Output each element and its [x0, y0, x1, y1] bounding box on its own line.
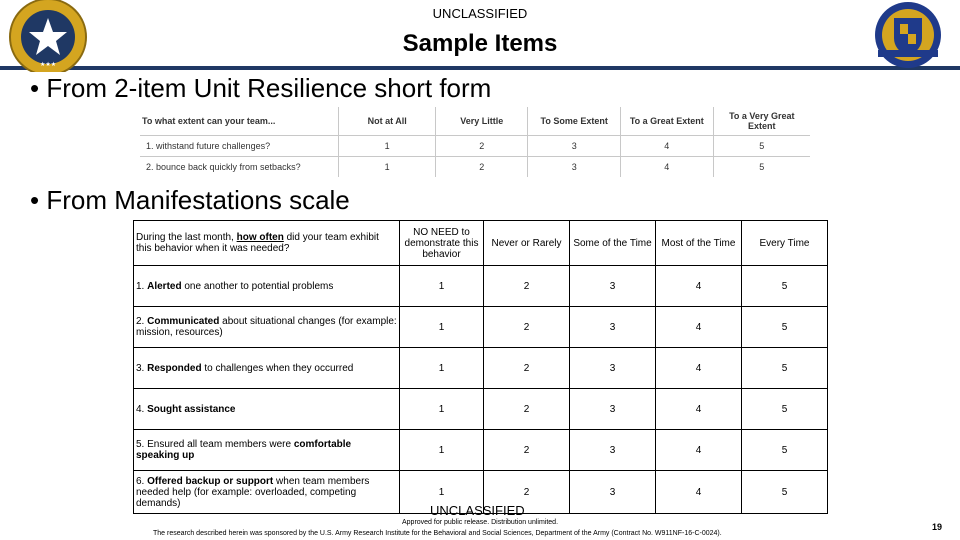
- column-header: To Some Extent: [528, 107, 621, 136]
- scale-value: 3: [570, 348, 656, 389]
- table-row: [134, 307, 828, 348]
- scale-value: 4: [621, 136, 714, 157]
- scale-value: 3: [570, 307, 656, 348]
- item-text: 4. Sought assistance: [134, 389, 400, 430]
- table-row: [134, 430, 828, 471]
- scale-value: 5: [742, 266, 828, 307]
- scale-value: 3: [570, 389, 656, 430]
- scale-value: 1: [400, 389, 484, 430]
- column-header: To what extent can your team...: [140, 107, 339, 136]
- scale-value: 1: [400, 430, 484, 471]
- table-header-row: [140, 107, 810, 136]
- item-text: 2. Communicated about situational changes (for example: mission, resources): [134, 307, 400, 348]
- scale-value: 1: [400, 348, 484, 389]
- scale-value: 5: [742, 389, 828, 430]
- scale-value: 5: [742, 471, 828, 514]
- bullet-unit-resilience: • From 2-item Unit Resilience short form: [30, 73, 492, 103]
- scale-value: 5: [742, 307, 828, 348]
- scale-value: 2: [484, 430, 570, 471]
- scale-value: 1: [339, 157, 436, 178]
- item-text: 6. Offered backup or support when team members needed help (for example: overloaded, competing demands): [134, 471, 400, 514]
- scale-value: 2: [436, 136, 528, 157]
- scale-value: 2: [484, 348, 570, 389]
- scale-value: 4: [656, 307, 742, 348]
- scale-value: 4: [656, 471, 742, 514]
- item-text: 3. Responded to challenges when they occurred: [134, 348, 400, 389]
- column-header: To a Great Extent: [621, 107, 714, 136]
- scale-value: 2: [484, 307, 570, 348]
- column-header: Not at All: [339, 107, 436, 136]
- scale-value: 4: [656, 389, 742, 430]
- header-rule: [0, 66, 960, 70]
- classification-banner-top: UNCLASSIFIED: [432, 6, 528, 21]
- item-text: 1. withstand future challenges?: [140, 136, 339, 157]
- scale-value: 3: [570, 430, 656, 471]
- scale-value: 5: [713, 136, 810, 157]
- column-header: Some of the Time: [570, 221, 656, 266]
- scale-value: 5: [742, 430, 828, 471]
- table-row: [140, 136, 810, 157]
- scale-value: 3: [528, 157, 621, 178]
- column-header: Very Little: [436, 107, 528, 136]
- scale-value: 1: [339, 136, 436, 157]
- classification-banner-bottom: UNCLASSIFIED: [430, 503, 525, 518]
- scale-value: 2: [484, 389, 570, 430]
- scale-value: 1: [400, 307, 484, 348]
- svg-text:★★★: ★★★: [40, 61, 57, 68]
- slide-title: Sample Items: [402, 30, 558, 57]
- item-text: 2. bounce back quickly from setbacks?: [140, 157, 339, 178]
- bullet-manifestations: • From Manifestations scale: [30, 185, 350, 215]
- table-header-row: [134, 221, 828, 266]
- ari-crest-logo: [860, 2, 960, 68]
- question-header: During the last month, how often did your team exhibit this behavior when it was needed?: [134, 221, 400, 266]
- unit-resilience-table: [140, 107, 810, 177]
- scale-value: 3: [528, 136, 621, 157]
- scale-value: 3: [570, 471, 656, 514]
- scale-value: 2: [436, 157, 528, 178]
- scale-value: 3: [570, 266, 656, 307]
- table-row: [134, 389, 828, 430]
- column-header: Every Time: [742, 221, 828, 266]
- column-header: NO NEED to demonstrate this behavior: [400, 221, 484, 266]
- table-row: [134, 348, 828, 389]
- dcs-g1-seal-logo: [0, 0, 92, 72]
- scale-value: 4: [656, 430, 742, 471]
- table-row: [140, 157, 810, 178]
- column-header: Most of the Time: [656, 221, 742, 266]
- scale-value: 4: [656, 266, 742, 307]
- scale-value: 2: [484, 266, 570, 307]
- table-row: [134, 266, 828, 307]
- item-text: 5. Ensured all team members were comfortable speaking up: [134, 430, 400, 471]
- scale-value: 5: [713, 157, 810, 178]
- column-header: Never or Rarely: [484, 221, 570, 266]
- manifestations-table: [133, 220, 828, 514]
- how-often-emphasis: how often: [236, 232, 284, 243]
- sponsor-statement: The research described herein was sponsored by the U.S. Army Research Institute for the Behavioral and Social Sciences, Department of the Army (Contract No. W911NF-16-C-0024).: [153, 530, 722, 537]
- scale-value: 1: [400, 471, 484, 514]
- approval-statement: Approved for public release. Distribution unlimited.: [401, 519, 559, 526]
- column-header: To a Very Great Extent: [729, 111, 795, 131]
- page-number: 19: [932, 522, 943, 532]
- scale-value: 1: [400, 266, 484, 307]
- scale-value: 4: [656, 348, 742, 389]
- scale-value: 2: [484, 471, 570, 514]
- scale-value: 5: [742, 348, 828, 389]
- scale-value: 4: [621, 157, 714, 178]
- item-text: 1. Alerted one another to potential problems: [134, 266, 400, 307]
